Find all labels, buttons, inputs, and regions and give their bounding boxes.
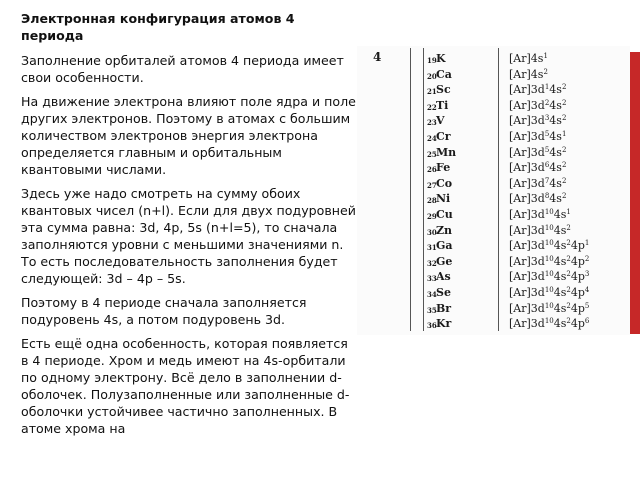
atomic-number: 21	[427, 87, 437, 97]
element-symbol: Se	[436, 286, 451, 299]
element-symbol: Ca	[436, 67, 452, 81]
paragraph-3: Здесь уже надо смотреть на сумму обоих квантовых чисел (n+l). Если для двух подуровней эта сумма равна: 3d, 4p, 5s (n+l=5), то сначала заполняются уровни с меньшими значениями n. То есть последовательность заполнения будет следующей: 3d – 4p – 5s.	[21, 186, 356, 286]
electron-configuration: $[Ar]3d^{10}4s^24p^3$	[509, 270, 590, 284]
element-symbol: Sc	[436, 83, 451, 97]
element-symbol: As	[436, 270, 451, 284]
atomic-number: 19	[427, 56, 437, 65]
table-row	[357, 270, 630, 284]
electron-configuration: $[Ar]3d^{10}4s^24p^1$	[509, 239, 590, 253]
atomic-number: 32	[427, 258, 437, 268]
element-symbol: Ga	[436, 239, 453, 253]
element-symbol: Fe	[436, 161, 451, 175]
electron-configuration: $[Ar]3d^64s^2$	[509, 161, 567, 175]
element-symbol: V	[436, 114, 445, 128]
table-row	[357, 302, 630, 316]
paragraph-4: Поэтому в 4 периоде сначала заполняется подуровень 4s, а потом подуровень 3d.	[21, 295, 307, 327]
atomic-number: 28	[427, 196, 437, 206]
table-row	[357, 130, 630, 144]
electron-configuration-table	[357, 46, 630, 335]
element-symbol: Zn	[436, 223, 453, 237]
table-row	[357, 192, 630, 206]
atomic-number: 34	[427, 290, 437, 299]
page-title: Электронная конфигурация атомов 4 периода	[21, 11, 295, 43]
element-symbol: Co	[436, 176, 453, 190]
atomic-number: 35	[427, 305, 437, 315]
table-row	[357, 224, 630, 238]
electron-configuration: $[Ar]3d^84s^2$	[509, 192, 567, 206]
element-symbol: Br	[436, 301, 452, 315]
table-row	[357, 255, 630, 269]
paragraph-1: Заполнение орбиталей атомов 4 периода имеет свои особенности.	[21, 53, 344, 85]
element-symbol: Cu	[436, 208, 453, 221]
period-number: 4	[373, 50, 382, 64]
atomic-number: 25	[427, 149, 437, 159]
element-symbol: Cr	[436, 130, 451, 143]
table-row	[357, 68, 630, 82]
table-row	[357, 317, 630, 331]
electron-configuration: $[Ar]3d^34s^2$	[509, 114, 567, 128]
element-symbol: K	[436, 52, 446, 65]
electron-configuration: $[Ar]3d^{10}4s^1$	[509, 208, 571, 221]
table-row	[357, 177, 630, 191]
atomic-number: 36	[427, 321, 437, 331]
electron-configuration: $[Ar]3d^{10}4s^24p^5$	[509, 301, 590, 315]
electron-configuration: $[Ar]3d^74s^2$	[509, 176, 567, 190]
element-symbol: Kr	[436, 317, 452, 331]
element-symbol: Ge	[436, 254, 453, 268]
electron-configuration: $[Ar]3d^{10}4s^2$	[509, 223, 571, 237]
electron-configuration: $[Ar]3d^{10}4s^24p^6$	[509, 317, 590, 331]
electron-configuration: $[Ar]3d^{10}4s^24p^4$	[509, 286, 590, 299]
accent-stripe	[630, 52, 640, 334]
table-row	[357, 239, 630, 253]
atomic-number: 26	[427, 165, 437, 175]
table-row	[357, 99, 630, 113]
element-symbol: Ni	[436, 192, 451, 206]
element-symbol: Ti	[436, 98, 449, 112]
table-row	[357, 161, 630, 175]
atomic-number: 29	[427, 212, 437, 221]
atomic-number: 23	[427, 118, 437, 128]
atomic-number: 33	[427, 274, 437, 284]
electron-configuration: $[Ar]3d^{10}4s^24p^2$	[509, 254, 590, 268]
electron-configuration: $[Ar]4s^2$	[509, 67, 548, 81]
electron-configuration: $[Ar]3d^14s^2$	[509, 83, 567, 97]
table-row	[357, 208, 630, 222]
table-row	[357, 286, 630, 300]
paragraph-2: На движение электрона влияют поле ядра и поле других электронов. Поэтому в атомах с большим количеством электронов энергия электрона определяется главным и орбитальным квантовыми числами.	[21, 94, 356, 177]
electron-configuration: $[Ar]3d^24s^2$	[509, 98, 567, 112]
element-symbol: Mn	[436, 145, 457, 159]
electron-configuration: $[Ar]3d^54s^1$	[509, 130, 567, 143]
table-row	[357, 146, 630, 160]
atomic-number: 22	[427, 102, 437, 112]
atomic-number: 27	[427, 180, 437, 190]
atomic-number: 30	[427, 227, 437, 237]
atomic-number: 31	[427, 243, 437, 253]
paragraph-5: Есть ещё одна особенность, которая появляется в 4 периоде. Хром и медь имеют на 4s-орбитали по одному электрону. Всё дело в заполнении d-оболочек. Полузаполненные или заполненные d-оболочки устойчивее частично заполненных. В атоме хрома на	[21, 336, 350, 436]
atomic-number: 20	[427, 71, 437, 81]
text-column	[21, 10, 356, 444]
table-row	[357, 83, 630, 97]
table-row	[357, 114, 630, 128]
electron-configuration: $[Ar]4s^1$	[509, 52, 548, 65]
electron-configuration: $[Ar]3d^54s^2$	[509, 145, 567, 159]
table-row	[357, 52, 630, 66]
atomic-number: 24	[427, 134, 437, 143]
